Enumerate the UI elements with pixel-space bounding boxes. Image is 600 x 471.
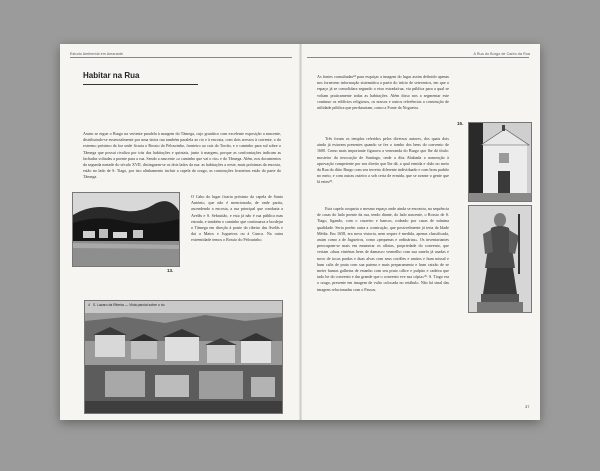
side-paragraph: O Cabo do lugar ficaria próximo da capela de Santo António, que não é mencionada, de onde partia, ascendendo a encosta, a rua principal que conduzia a Avelãs e S. Sebastião, e esta já não é rua pública mas estrada, e também o caminho que continuava a bordejar o Tâmega em direção à ponte do ribeiro das Avelãs e dai a Matos e Jugueiros ou à Cunca. Na outra extremidade temos o Rossio do Pelourinho.: [191, 194, 283, 243]
right-running-header: A Rua do Burgo de Canto da Rua: [473, 52, 530, 56]
saint-statue-photo: [468, 205, 532, 313]
village-postcard-photo: [84, 300, 283, 414]
left-running-header: Estudo Ambiental em Amarante: [70, 52, 124, 56]
book-spread: [60, 44, 540, 420]
section-title-rule: [83, 84, 198, 85]
figure-13-number: 13.: [167, 268, 174, 273]
landscape-photo-image: [73, 193, 179, 266]
postcard-caption: S. Lazaro da Ribeira — Vista parcial sobre o rio: [93, 303, 165, 307]
intro-paragraph: Assim se ergue o Burgo na vertente paralela à margem do Tâmega, cujo granítico com excelente exposição a nascente, distribuindo-se essencialmente por uma única rua também paralela ao rio e à encosta, com dois acessos à corrente, o do extremo próximo da foz onde ficaria o Rossio do Pelourinho, fronteiro ao cais do Torrão, e o caminho para sul sobre o Tâmega que possui rivaliza por trás das habitações e quintais, junto à margem, porque as confrontações indicam as fachadas voltadas a poente para a rua. Sendo a nascente «o caminho que vai o rio» e do Tâmega. Além, nos documentos da segunda metade do século XVII, distinguem-se os dois lados da rua: as habitações a oeste, mais próximas da encosta, estão no lado de S. Tiago, por isto alinhamento incluir a capela do orago, as construções fronteiras estão do parte do Tâmega.: [83, 131, 281, 180]
village-landscape-photo: [72, 192, 180, 267]
left-page: [60, 44, 300, 420]
chapel-photo-image: [469, 123, 531, 201]
paragraph-2: Três foram os templos referidos pelos diversos autores, dos quais dois ainda já estavam presentes quando se fez o tombo dos bens do convento de 1600. Como mais importante figurava a veneranda do Burgo que lhe dá título: mosteiro da invocação de Santiago, onde a dita Ababada a nomeação à aprovação competente por seu direito que lhe dá, a qual ermida e chão no meio da Rua do ditto Burgo com seu terreiro diferente individuado e com bom padrão no meio, e com outras outeiro a sob certa de ermida, que se avante o gente que lá esteu²⁵.: [317, 136, 449, 185]
postcard-photo-image: [85, 301, 282, 413]
paragraph-3: Esta capela ocuparia o mesmo espaço onde ainda se encontra, na sequência de casas do lado poente da rua, tendo diante, do lado nascente, o Rossio de S. Tiago, ligando, com o cruzeiro e bancos, rodeado por casas de mínima qualidade. Seria porém outra a construção, que possivelmente já teria da Idade Média. Em 1658, era nova vistoria, nem sequer é medida, apenas classificada, assim como a de Jugueiros, como «pequenas e ordinárias». Os inventariantes preocupam-se mais em enumerar os alfaias, propriedade do convento, que veriam «duas vinténas bens de damasco vermelho com sua sanefa já usadas e novo de tocas pardas e duas alvas com seus cordões e amitos e hum missal e hum calis de prata com sua patena e mais preparamento e hum caixão de se meter humas galhetas de estanho com seu prato cálice e pulpito e cadeira que tudo he do convento e dar grande que o convento eve sua cópia»²⁶. S. Tiago era o orago, presente em imagem de vulto colocada no retábulo. Não há sinal das imagens relacionadas com o Passos.: [317, 206, 449, 292]
figure-15-number: 15.: [457, 121, 464, 126]
postcard-number: 4: [88, 303, 90, 307]
chapel-photo: [468, 122, 532, 202]
paragraph-1: As fontes consultadas²⁴ para esquiçar a imagem do lugar assim definido apenas nos fornecem informação sistemática a partir do início de setecentos, em que o espaço já se consolidara segundo o eixo estrada/rua, via pública para a qual se voltam praticamente todas as habitações. Além disso nos a segmentar este continuo os edifícios religiosos, os nossos e outros referências a construção de utilidade pública que perdurariam, como a Fonte da Nogueira.: [317, 74, 449, 111]
right-page: [301, 44, 540, 420]
section-title: Habitar na Rua: [83, 71, 140, 80]
statue-photo-image: [469, 206, 531, 312]
left-header-rule: [70, 57, 292, 58]
page-number: 37: [525, 404, 530, 409]
right-header-rule: [307, 57, 529, 58]
